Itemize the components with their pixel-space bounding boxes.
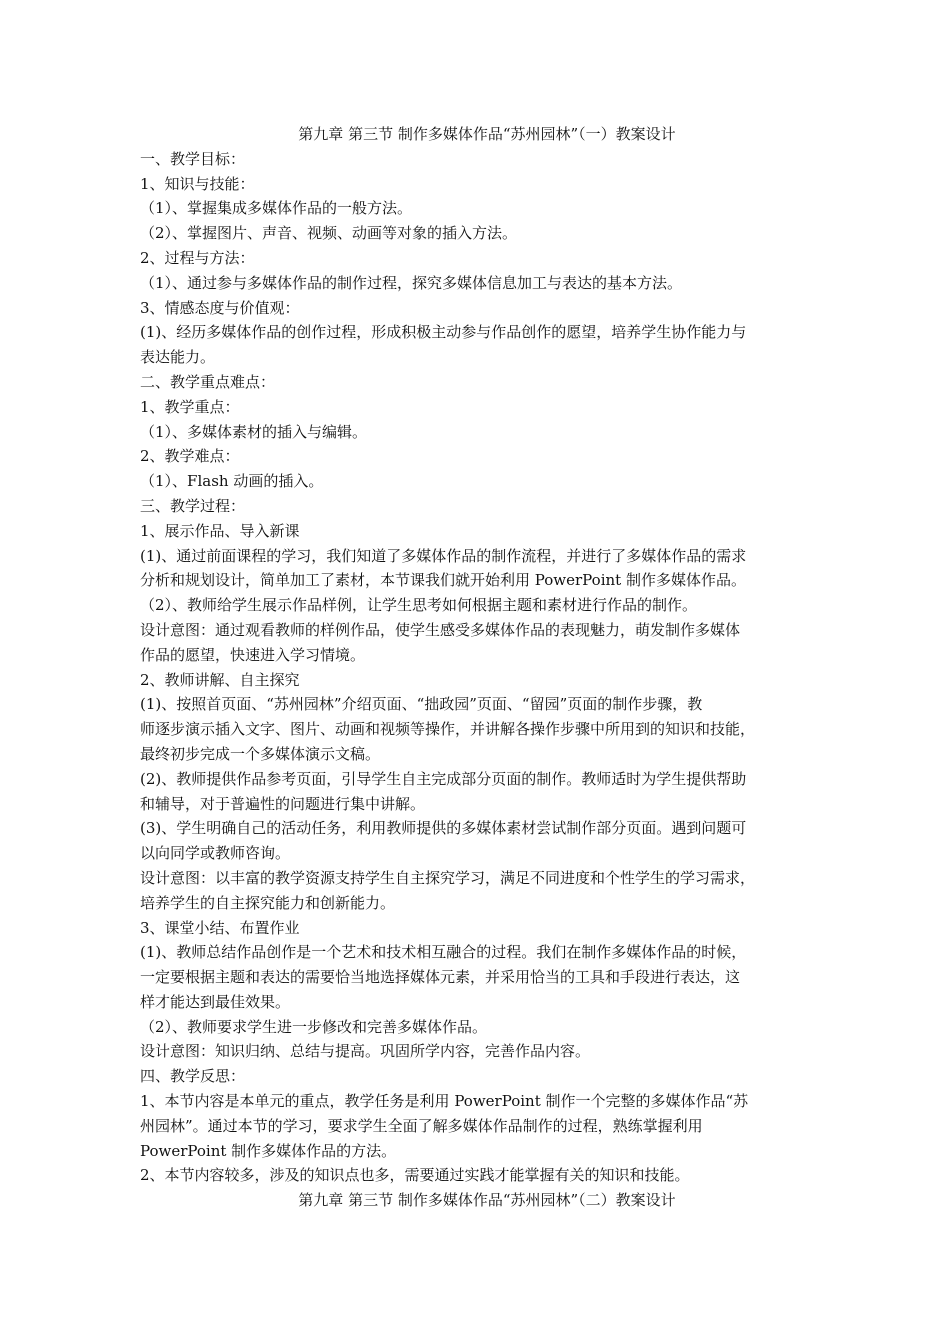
body-line: （1）、多媒体素材的插入与编辑。	[140, 422, 368, 441]
body-line: 2、教学难点：	[140, 447, 240, 466]
body-line: 师逐步演示插入文字、图片、动画和视频等操作，并讲解各操作步骤中所用到的知识和技能，	[140, 720, 756, 739]
body-line: 2、本节内容较多，涉及的知识点也多，需要通过实践才能掌握有关的知识和技能。	[140, 1166, 690, 1185]
body-line: 以向同学或教师咨询。	[140, 844, 291, 863]
body-line: 3、情感态度与价值观：	[140, 298, 300, 317]
body-line: 2、过程与方法：	[140, 248, 255, 267]
body-line: 表达能力。	[140, 348, 216, 367]
body-line: (1)、经历多媒体作品的创作过程，形成积极主动参与作品创作的愿望，培养学生协作能力与	[140, 323, 747, 342]
body-line: 设计意图：以丰富的教学资源支持学生自主探究学习，满足不同进度和个性学生的学习需求，	[140, 868, 756, 887]
body-line: 一定要根据主题和表达的需要恰当地选择媒体元素，并采用恰当的工具和手段进行表达，这	[140, 968, 741, 987]
body-line: （1）、通过参与多媒体作品的制作过程，探究多媒体信息加工与表达的基本方法。	[140, 273, 683, 292]
body-line: 1、教学重点：	[140, 397, 240, 416]
body-line: PowerPoint 制作多媒体作品的方法。	[140, 1141, 397, 1160]
body-line: 分析和规划设计，简单加工了素材，本节课我们就开始利用 PowerPoint 制作多媒体作品。	[140, 571, 746, 590]
document-title: 第九章 第三节 制作多媒体作品“苏州园林”（一）教案设计	[298, 125, 676, 143]
body-line: 设计意图：通过观看教师的样例作品，使学生感受多媒体作品的表现魅力，萌发制作多媒体	[140, 620, 741, 639]
body-line: （2）、教师要求学生进一步修改和完善多媒体作品。	[140, 1017, 488, 1036]
body-line: 三、教学过程：	[140, 496, 246, 515]
body-line: （2）、教师给学生展示作品样例，让学生思考如何根据主题和素材进行作品的制作。	[140, 596, 698, 615]
body-line: 样才能达到最佳效果。	[140, 992, 291, 1011]
body-line: (2)、教师提供作品参考页面，引导学生自主完成部分页面的制作。教师适时为学生提供帮助	[140, 769, 747, 788]
document-body	[140, 147, 820, 1188]
body-line: 设计意图：知识归纳、总结与提高。巩固所学内容，完善作品内容。	[140, 1042, 591, 1061]
body-line: （2）、掌握图片、声音、视频、动画等对象的插入方法。	[140, 224, 518, 243]
body-line: 1、知识与技能：	[140, 174, 255, 193]
body-line: 最终初步完成一个多媒体演示文稿。	[140, 744, 381, 763]
body-line: （1）、Flash 动画的插入。	[140, 472, 324, 491]
body-line: 和辅导，对于普遍性的问题进行集中讲解。	[140, 794, 426, 813]
next-section-title: 第九章 第三节 制作多媒体作品“苏州园林”（二）教案设计	[298, 1191, 676, 1210]
body-line: 1、本节内容是本单元的重点，教学任务是利用 PowerPoint 制作一个完整的多媒体作品“苏	[140, 1092, 749, 1111]
body-line: 2、教师讲解、自主探究	[140, 670, 300, 689]
body-line: 州园林”。通过本节的学习，要求学生全面了解多媒体作品制作的过程，熟练掌握利用	[140, 1116, 703, 1135]
body-line: （1）、掌握集成多媒体作品的一般方法。	[140, 199, 413, 218]
body-line: 3、课堂小结、布置作业	[140, 918, 300, 937]
body-line: 二、教学重点难点：	[140, 372, 276, 391]
body-line: 培养学生的自主探究能力和创新能力。	[140, 893, 396, 912]
body-line: 作品的愿望，快速进入学习情境。	[140, 645, 366, 664]
body-line: (3)、学生明确自己的活动任务，利用教师提供的多媒体素材尝试制作部分页面。遇到问题可	[140, 819, 747, 838]
body-line: 1、展示作品、导入新课	[140, 521, 300, 540]
body-line: 四、教学反思：	[140, 1067, 246, 1086]
document-page	[140, 122, 820, 1213]
body-line: (1)、通过前面课程的学习，我们知道了多媒体作品的制作流程，并进行了多媒体作品的需求	[140, 546, 747, 565]
body-line: 一、教学目标：	[140, 149, 246, 168]
body-line: (1)、教师总结作品创作是一个艺术和技术相互融合的过程。我们在制作多媒体作品的时候，	[140, 943, 747, 962]
body-line: (1)、按照首页面、“苏州园林”介绍页面、“拙政园”页面、“留园”页面的制作步骤，教	[140, 695, 703, 714]
